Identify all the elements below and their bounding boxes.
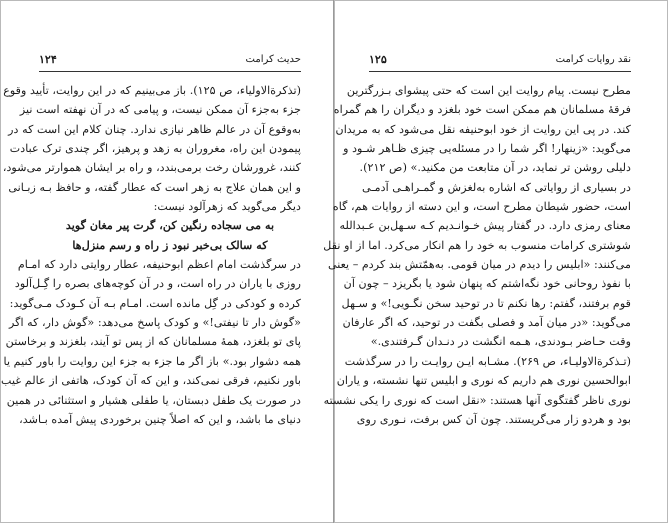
text-line: (تـذکرة‌الاولیـاء، ص ۲۶۹). مشـابه ایـن روایـت را در سرگذشت [344, 354, 631, 368]
text-line: «گوش دار تا نیفتی!» و کودک پاسخ می‌دهد: «گوش دار، که اگر [8, 316, 301, 330]
text-line: مطرح نیست. پیام روایت این است که حتی پیشوای بـزرگترین [346, 84, 631, 97]
text-line: باور نکنیم، فرقی نمی‌کند، و این که آن کودک، هاتفی از عالم غیب [1, 374, 301, 388]
right-header-rule [369, 71, 631, 72]
left-page-header [39, 51, 301, 69]
verse-line: که سالک بی‌خبر نبود ز راه و رسم منزل‌ها [72, 237, 268, 252]
text-line: در بسیاری از روایاتی که اشاره به‌لغزش و گمـراهـی آدمـی [362, 180, 631, 194]
text-line: قوم برفتند، گفتم: رها نکنم تا در توحید سخن نگـویی!» و سـهل [341, 296, 631, 310]
text-line: به‌وقوع آن در عالم ظاهر نیازی ندارد. چنان کلام این است که در [8, 122, 301, 136]
text-line: پیمودن این راه، مغروران به زهد و پرهیز، اگر چندی ترک عبادت [9, 142, 301, 156]
text-line: دلیلی روشن تر نماید، در آن متابعت من مکنید.» (ص ۲۱۲). [359, 161, 631, 175]
text-line: می‌گوید: «زینهار! اگر شما را در مسئله‌یی چیزی ظـاهر شـود و [343, 142, 631, 156]
right-page [323, 0, 668, 523]
text-line: در صورت یک طفل دبستان، یا طفلی هشیار و استثنائی در همین [6, 393, 301, 407]
text-line: ابوالحسین نوری هم داریم که نوری و ابلیس تنها نشسته، و یاران [336, 374, 631, 388]
text-line: نوری ناظر گفتگوی آنها هستند: «نقل است که نوری را یکی نشسته [323, 393, 631, 407]
text-line: دنیای ما باشد، و این که اصلاً چنین برخوردی پیش آمده بـاشد، [19, 412, 301, 426]
right-page-number: ۱۲۵ [369, 53, 387, 66]
text-line: می‌گوید: «در میان آمد و فصلی بگفت در توحید، که اگر عارفان [342, 316, 631, 330]
right-page-body [323, 81, 631, 429]
text-line: با نفوذ روحانی خود نگه‌اشتم که پنهان شود یا بگریزد – چون آن [343, 277, 631, 291]
text-line: پای تو بلغزد، همهٔ مسلمانان که از پس تو آیند، بلغزند و برخاستن [5, 335, 301, 349]
text-line: و این همان علاج به زهر است که عطار گفته، و حافظ بـه زبـانی [8, 180, 301, 194]
left-page-body [1, 81, 301, 429]
text-line: (تذکرة‌الاولیاء، ص ۱۲۵). باز می‌بینیم که در این روایت، تأیید وقوع [3, 84, 301, 97]
text-line: معنای رمزی دارد. در گفتار پیش خـوانـدیم کـه سـهل‌بن عـبدالله [339, 219, 631, 233]
text-line: بود و هردو زار می‌گریستند. چون آن کس برفت، نـوری روی [356, 412, 631, 426]
text-line: وقت حـاضر بـودندی، هـمه انگشت در دنـدان گـرفتندی.» [370, 335, 631, 349]
text-line: همه دشوار بود.» باز اگر ما جزء به جزء این روایت را باور کنیم یا [3, 354, 301, 368]
text-line: روزی با یاران در راه است، و در آن کوچه‌های بصره را گِـل‌آلود [14, 277, 301, 291]
left-running-title: حدیث کرامت [245, 54, 301, 65]
left-page-number: ۱۲۴ [39, 53, 57, 66]
text-line: کرده و کودکی در گِل مانده است. امـام بـه آن کـودک مـی‌گوید: [9, 296, 301, 310]
text-line: شوشتری کرامات منسوب به خود را هم انکار می‌کرد. اما از او نقل [323, 238, 631, 252]
text-line: دیگر می‌گوید که زهرآلود نیست: [153, 200, 301, 214]
right-running-title: نقد روایات کرامت [555, 54, 631, 65]
verse-line: به می سجاده رنگین کن، گرت پیر مغان گوید [65, 218, 275, 233]
text-line: است، حضور شیطان مطرح است، و این دسته از روایات هم، گاه [332, 200, 631, 214]
left-header-rule [39, 71, 301, 72]
right-page-header [369, 51, 631, 69]
text-line: کنند، غرورشان رخت برمی‌بندد، و راه بر ایشان هموارتر می‌شود، [2, 161, 301, 175]
text-line: می‌کنند: «ابلیس را دیدم در میان قومی. به‌همّتش بند کردم – یعنی [327, 258, 631, 272]
text-line: فرقهٔ مسلمانان هم ممکن است خود بلغزد و دیگران را هم گمراه [333, 103, 631, 117]
text-line: در سرگذشت امام اعظم ابوحنیفه، عطار روایتی دارد که امـام [17, 258, 301, 272]
text-line: کند. در پی این روایت از خود ابوحنیفه نقل می‌شود که به مریدان [335, 122, 631, 136]
text-line: جزء به‌جزء آن ممکن نیست، و پیامی که در آن نهفته است نیز [19, 103, 301, 117]
